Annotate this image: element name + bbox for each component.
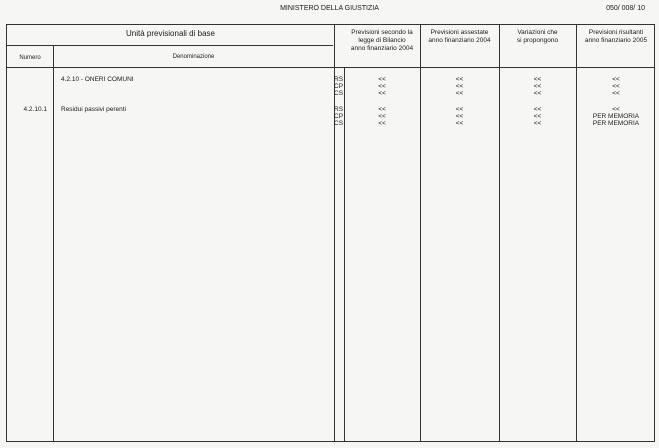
row-codes: RS CP CS [334,106,344,127]
col-header-variazioni: Variazioni che si propongono [516,29,559,44]
ministry-title: MINISTERO DELLA GIUSTIZIA [280,5,379,12]
col-header-numero: Numero [19,55,41,61]
row-variazioni: << << << [533,106,542,127]
row-denominazione: 4.2.10 - ONERI COMUNI [61,76,134,83]
row-prev-legge: << << << [378,76,386,97]
row-codes: RS CP CS [334,76,344,97]
budget-table [6,24,655,442]
col-header-prev-legge: Previsioni secondo la legge di Bilancio anno finanziario 2004 [350,29,414,52]
col-header-prev-risultanti: Previsioni risultanti anno finanziario 2005 [584,29,648,44]
col-header-prev-assestate: Previsioni assestate anno finanziario 2004 [428,29,491,44]
row-prev-assestate: << << << [455,106,464,127]
group-title-divider [7,45,333,46]
col-header-denominazione: Denominazione [172,54,215,60]
row-prev-assestate: << << << [455,76,464,97]
row-prev-risultanti: << PER MEMORIA PER MEMORIA [592,106,640,127]
numero-col-divider [53,45,54,441]
page-code: 050/ 008/ 10 [606,5,645,12]
page-header [0,4,659,16]
row-prev-risultanti: << << << [612,76,620,97]
row-variazioni: << << << [533,76,542,97]
row-denominazione: Residui passivi perenti [61,106,127,113]
row-prev-legge: << << << [378,106,386,127]
group-title: Unità previsionali di base [126,29,215,38]
header-bottom-divider [7,67,654,68]
row-numero: 4.2.10.1 [23,106,47,113]
